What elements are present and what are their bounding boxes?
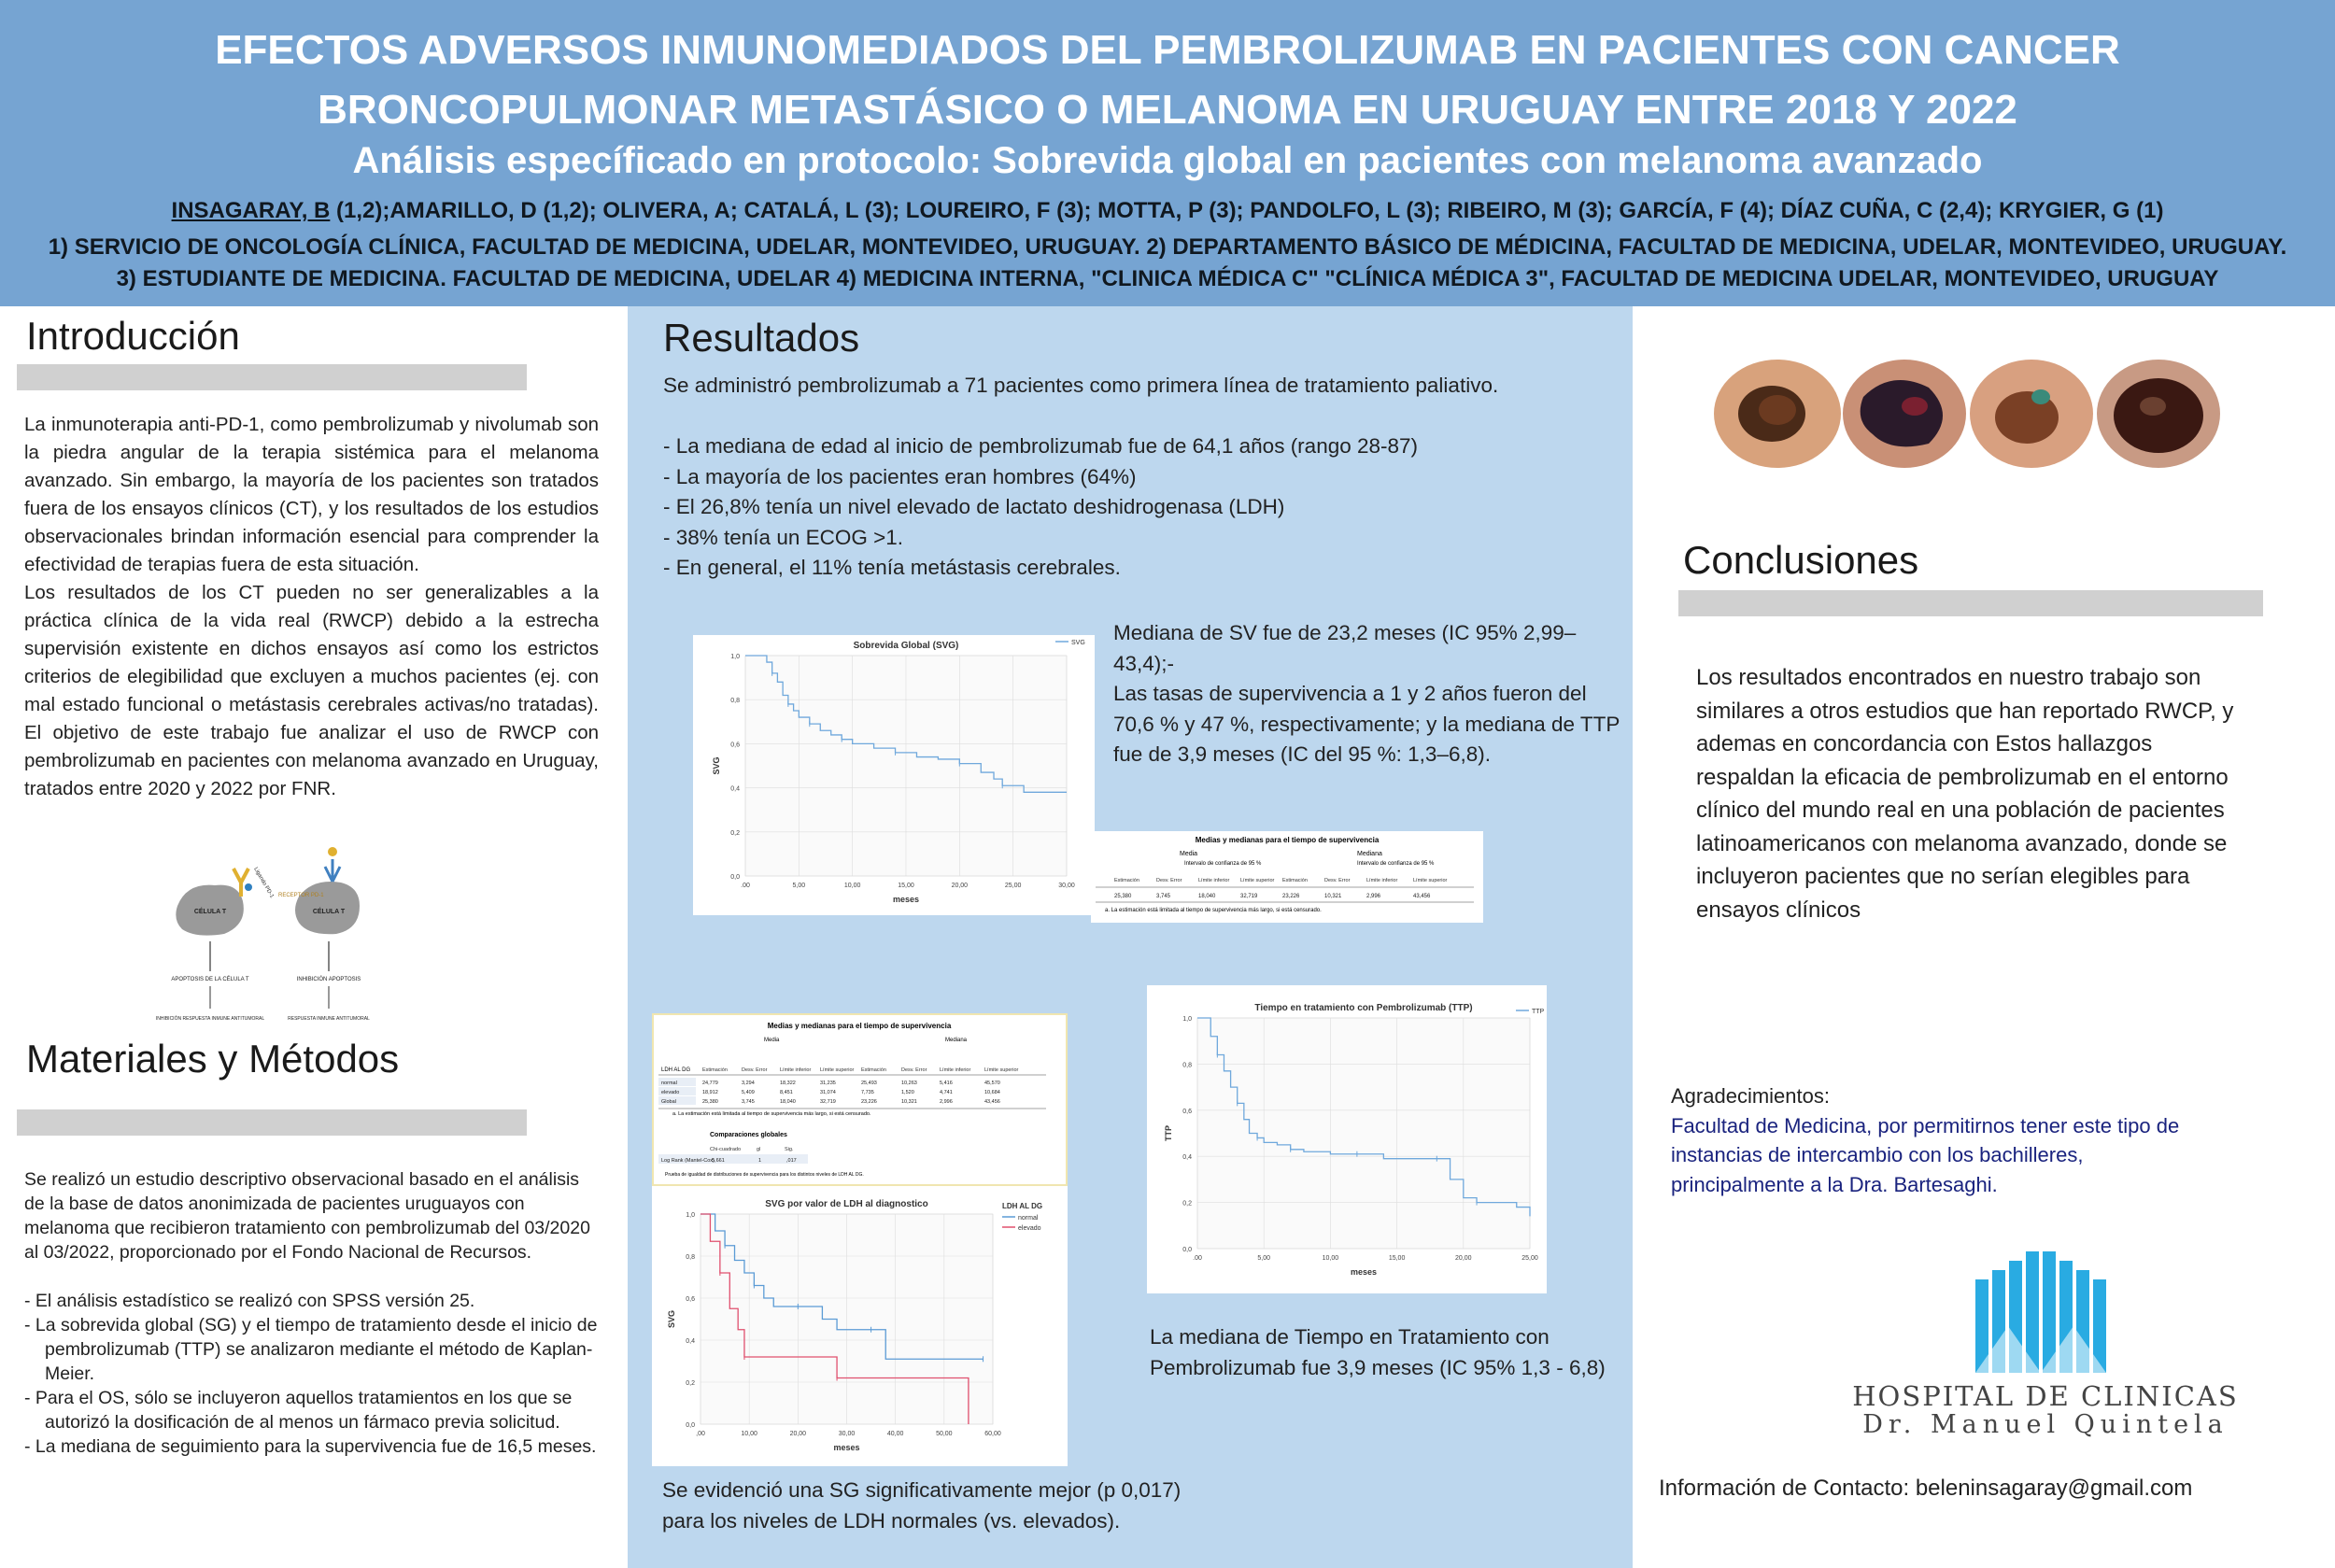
x-tick-label: 10,00	[843, 883, 861, 889]
x-axis-label: meses	[892, 895, 920, 904]
methods-item: - La mediana de seguimiento para la supervivencia fue de 16,5 meses.	[24, 1436, 597, 1457]
results-item: - En general, el 11% tenía metástasis cerebrales.	[663, 556, 1121, 579]
y-tick-label: 0,6	[730, 742, 740, 749]
ttp-figure	[1147, 985, 1547, 1293]
table2-comp-header: Sig.	[785, 1147, 794, 1152]
results-item: - 38% tenía un ECOG >1.	[663, 525, 904, 549]
table2-header-cell: Desv. Error	[742, 1067, 768, 1073]
table2-cell: 23,226	[861, 1099, 877, 1105]
pd1-mechanism-diagram	[155, 841, 411, 1027]
y-axis-label: TTP	[1164, 1125, 1173, 1141]
table1-header-cell: Estimación	[1114, 878, 1139, 883]
receptor-label: RECEPTOR PD-1	[278, 893, 324, 898]
ldh-survival-figure	[652, 1186, 1068, 1466]
methods-heading-bar	[17, 1109, 527, 1136]
table2-comp-title: Comparaciones globales	[710, 1132, 787, 1138]
x-tick-label: 10,00	[741, 1431, 757, 1437]
table2-media: Media	[764, 1038, 780, 1043]
y-axis-label: SVG	[712, 756, 721, 775]
y-tick-label: 0,2	[686, 1380, 695, 1387]
table2-cell: 10,321	[901, 1099, 917, 1105]
table2-comp-cell: 5,661	[712, 1158, 725, 1164]
table1-ci-1: Intervalo de confianza de 95 %	[1184, 861, 1262, 867]
x-axis-label: meses	[1350, 1267, 1378, 1277]
cell-label-1: CÉLULA T	[193, 909, 227, 915]
acknowledgments-text: Facultad de Medicina, por permitirnos tener este tipo de instancias de intercambio con los bachilleres, principalmente a la Dra. Bartesaghi.	[1671, 1113, 2180, 1196]
affiliations-line-2: 3) ESTUDIANTE DE MEDICINA. FACULTAD DE MEDICINA, UDELAR 4) MEDICINA INTERNA, "CLINICA MÉDICA C" "CLÍNICA MÉDICA 3", FACULTAD DE MEDICINA UDELAR, MONTEVIDEO, URUGUAY	[116, 266, 2219, 291]
table1-cell: 25,380	[1114, 894, 1132, 899]
y-tick-label: 0,0	[686, 1422, 695, 1429]
hospital-logo	[1849, 1251, 2242, 1438]
table2-cell: 10,684	[984, 1090, 1000, 1095]
table2-cell: elevado	[661, 1090, 680, 1095]
y-axis-label: SVG	[667, 1309, 676, 1329]
y-tick-label: 0,6	[1182, 1108, 1192, 1115]
conclusions-heading-bar	[1678, 590, 2263, 616]
methods-list	[24, 1289, 603, 1459]
x-tick-label: 15,00	[898, 883, 914, 889]
table2-cell: 10,263	[901, 1081, 917, 1086]
suboutcome-right: RESPUESTA INMUNE ANTITUMORAL	[288, 1016, 370, 1022]
acknowledgments-heading: Agradecimientos:	[1671, 1084, 1830, 1108]
table1-data-row	[1114, 894, 1431, 899]
y-tick-label: 0,8	[1182, 1062, 1192, 1069]
contact-info: Información de Contacto: beleninsagaray@gmail.com	[1659, 1476, 2193, 1501]
title-line-2: BRONCOPULMONAR METASTÁSICO O MELANOMA EN URUGUAY ENTRE 2018 Y 2022	[318, 87, 2017, 133]
table2-cell: 5,409	[742, 1090, 755, 1095]
results-item: - La mayoría de los pacientes eran hombres (64%)	[663, 464, 1137, 488]
table2-header-cell: Límite superior	[984, 1067, 1019, 1073]
chart-title: Tiempo en tratamiento con Pembrolizumab (TTP)	[1254, 1003, 1473, 1013]
suboutcome-left: INHIBICIÓN RESPUESTA INMUNE ANTITUMORAL	[155, 1016, 265, 1022]
melanoma-photo-2	[1843, 360, 1966, 468]
title-line-1: EFECTOS ADVERSOS INMUNOMEDIADOS DEL PEMBROLIZUMAB EN PACIENTES CON CANCER	[215, 27, 2120, 73]
table2-cell: Global	[661, 1099, 676, 1105]
table2-header-cell: Límite superior	[820, 1067, 855, 1073]
x-tick-label: 30,00	[838, 1431, 856, 1437]
y-tick-label: 0,4	[1182, 1154, 1192, 1162]
table2-comp-cell: ,017	[786, 1158, 797, 1164]
table2-col0: LDH AL DG	[661, 1067, 691, 1073]
y-tick-label: 0,4	[730, 785, 740, 793]
affiliations	[0, 232, 2335, 295]
hospital-logo-icon	[1849, 1251, 2242, 1382]
x-tick-label: 25,00	[1521, 1255, 1538, 1262]
methods-item: - La sobrevida global (SG) y el tiempo de tratamiento desde el inicio de pembrolizumab (TTP) se analizaron mediante el método de Kaplan-Meier.	[24, 1315, 598, 1384]
methods-text	[24, 1167, 603, 1459]
survival-table-figure	[1091, 831, 1483, 923]
table1-cell: 43,456	[1413, 894, 1431, 899]
y-tick-label: 0,2	[730, 829, 740, 837]
y-tick-label: 1,0	[730, 654, 740, 660]
x-tick-label: ,00	[696, 1431, 705, 1437]
table1-cell: 23,226	[1282, 894, 1300, 899]
table1-header-cell: Límite superior	[1413, 878, 1448, 883]
receptor-icon	[325, 847, 340, 882]
ligand-label: Ligando PD-1	[252, 867, 275, 899]
results-item: - La mediana de edad al inicio de pembrolizumab fue de 64,1 años (rango 28-87)	[663, 434, 1419, 458]
table2-title: Medias y medianas para el tiempo de supervivencia	[767, 1022, 952, 1030]
y-tick-label: 0,0	[1182, 1247, 1192, 1253]
logo-line-2: Dr. Manuel Quintela	[1862, 1410, 2229, 1439]
methods-item: - El análisis estadístico se realizó con SPSS versión 25.	[24, 1291, 475, 1311]
intro-heading: Introducción	[26, 314, 240, 358]
legend-label: TTP	[1532, 1009, 1545, 1015]
results-item: - El 26,8% tenía un nivel elevado de lactato deshidrogenasa (LDH)	[663, 495, 1285, 518]
table2-cell: 18,322	[780, 1081, 796, 1086]
table2-cell: 43,456	[984, 1099, 1000, 1105]
conclusions-heading: Conclusiones	[1683, 538, 1919, 582]
table2-cell: 8,451	[780, 1090, 793, 1095]
melanoma-photo-1	[1714, 360, 1841, 468]
table2-comp-header: Chi-cuadrado	[710, 1147, 742, 1152]
table1-title: Medias y medianas para el tiempo de supervivencia	[1195, 836, 1380, 844]
table2-cell: normal	[661, 1081, 677, 1086]
y-tick-label: 0,0	[730, 874, 740, 881]
table2-cell: 3,294	[742, 1081, 755, 1086]
table2-header-cell: Estimación	[702, 1067, 728, 1073]
table2-cell: 25,380	[702, 1099, 718, 1105]
table2-comparison	[658, 1147, 808, 1164]
poster-subtitle: Análisis específicado en protocolo: Sobrevida global en pacientes con melanoma avanzado	[352, 140, 1983, 181]
table2-cell: 3,745	[742, 1099, 755, 1105]
melanoma-photo-3	[1970, 360, 2093, 468]
y-tick-label: 1,0	[1182, 1016, 1192, 1023]
table2-header-cell: Límite inferior	[940, 1067, 971, 1073]
table1-header-cell: Límite superior	[1240, 878, 1275, 883]
x-tick-label: 5,00	[792, 883, 806, 889]
melanoma-photo-4	[2097, 360, 2220, 468]
x-tick-label: 30,00	[1058, 883, 1075, 889]
table1-note: a. La estimación está limitada al tiempo de supervivencia más largo, si está censurado.	[1105, 908, 1322, 913]
intro-text: La inmunoterapia anti-PD-1, como pembrolizumab y nivolumab son la piedra angular de la terapia sistémica para el melanoma avanzado. Sin embargo, la mayoría de los pacientes son tratados fuera de los ensayos clínicos (CT), y los resultados de los estudios observacionales brindan información esencial para comprender la efectividad de terapias fuera de esta situación. Los resultados de los CT pueden no ser generalizables a la práctica clínica de la vida real (RWCP) debido a la estrecha supervisión existente en dichos ensayos así como los estrictos criterios de elegibilidad que excluyen a muchos pacientes (ej. con mal estado funcional o metástasis cerebrales activas/no tratadas). El objetivo de este trabajo fue analizar el uso de RWCP con pembrolizumab en pacientes con melanoma avanzado en Uruguay, tratados entre 2020 y 2022 por FNR.	[24, 414, 599, 799]
x-tick-label: 20,00	[789, 1431, 807, 1437]
legend-label: normal	[1018, 1215, 1039, 1222]
x-tick-label: 15,00	[1388, 1255, 1406, 1262]
table2-note: a. La estimación está limitada al tiempo de supervivencia más largo, si está censurado.	[672, 1111, 871, 1117]
table1-header-cell: Límite inferior	[1366, 878, 1398, 883]
table2-cell: 5,416	[940, 1081, 953, 1086]
ldh-table-figure	[652, 1013, 1068, 1186]
ldh-survival-chart	[652, 1186, 1068, 1466]
results-list	[663, 431, 1418, 584]
table2-cell: 32,719	[820, 1099, 836, 1105]
table2-comp-cell: Log Rank (Mantel-Cox)	[661, 1158, 715, 1164]
table1-header-cell: Desv. Error	[1324, 878, 1351, 883]
table2-cell: 1,520	[901, 1090, 914, 1095]
x-tick-label: 20,00	[951, 883, 969, 889]
legend-label: elevado	[1018, 1225, 1041, 1232]
intro-heading-bar	[17, 364, 527, 390]
table2-header-cell: Límite inferior	[780, 1067, 812, 1073]
cell-label-2: CÉLULA T	[312, 909, 346, 915]
x-tick-label: 40,00	[886, 1431, 904, 1437]
y-tick-label: 0,6	[686, 1296, 695, 1303]
table2-cell: 18,912	[702, 1090, 718, 1095]
x-tick-label: 10,00	[1322, 1255, 1339, 1262]
logo-line-1: HOSPITAL DE CLINICAS	[1852, 1380, 2239, 1412]
authors	[0, 198, 2335, 224]
y-tick-label: 0,8	[730, 698, 740, 705]
x-tick-label: 25,00	[1004, 883, 1022, 889]
table2-comp-header: gl	[757, 1147, 761, 1152]
svg-survival-figure	[693, 635, 1095, 915]
x-tick-label: 50,00	[936, 1431, 953, 1437]
chart-title: SVG por valor de LDH al diagnostico	[765, 1199, 928, 1209]
affiliations-line-1: 1) SERVICIO DE ONCOLOGÍA CLÍNICA, FACULTAD DE MEDICINA, UDELAR, MONTEVIDEO, URUGUAY. 2) DEPARTAMENTO BÁSICO DE MÉDICINA, FACULTAD DE MEDICINA, UDELAR, MONTEVIDEO, URUGUAY.	[48, 234, 2287, 260]
table2-cell: 7,735	[861, 1090, 874, 1095]
table2-comp-cell: 1	[758, 1158, 762, 1164]
outcome-left: APOPTOSIS DE LA CÉLULA T	[171, 977, 249, 982]
table2-rows	[658, 1075, 1046, 1109]
table1-header-row	[1114, 878, 1448, 883]
y-tick-label: 0,4	[686, 1338, 695, 1345]
x-axis-label: meses	[833, 1443, 860, 1452]
table1-media: Media	[1180, 851, 1198, 857]
main-author: INSAGARAY, B	[171, 198, 331, 223]
melanoma-photos	[1714, 332, 2237, 481]
table2-cell: 4,741	[940, 1090, 953, 1095]
table2-cell: 31,235	[820, 1081, 836, 1086]
table1-cell: 3,745	[1156, 894, 1171, 899]
survival-table	[1091, 831, 1483, 923]
table1-header-cell: Límite inferior	[1198, 878, 1230, 883]
authors-rest: (1,2);AMARILLO, D (1,2); OLIVERA, A; CATALÁ, L (3); LOUREIRO, F (3); MOTTA, P (3); PANDOLFO, L (3); RIBEIRO, M (3); GARCÍA, F (4); DÍAZ CUÑA, C (2,4); KRYGIER, G (1)	[330, 198, 2164, 223]
chart-title: Sobrevida Global (SVG)	[853, 641, 959, 651]
table2-cell: 18,040	[780, 1099, 796, 1105]
table2-header-cell: Desv. Error	[901, 1067, 927, 1073]
legend-label: SVG	[1071, 640, 1085, 646]
table2-header-cell: Estimación	[861, 1067, 886, 1073]
x-tick-label: .00	[1193, 1255, 1202, 1262]
ttp-median-text: La mediana de Tiempo en Tratamiento con Pembrolizumab fue 3,9 meses (IC 95% 1,3 - 6,8)	[1150, 1325, 1606, 1379]
table1-cell: 2,996	[1366, 894, 1381, 899]
x-tick-label: .00	[741, 883, 750, 889]
table1-mediana: Mediana	[1357, 851, 1382, 857]
svg-survival-chart	[693, 635, 1095, 915]
table1-cell: 10,321	[1324, 894, 1342, 899]
results-heading: Resultados	[663, 316, 860, 360]
y-tick-label: 1,0	[686, 1212, 695, 1219]
acknowledgments	[1671, 1081, 2194, 1199]
y-tick-label: 0,8	[686, 1254, 695, 1261]
ttp-chart	[1147, 985, 1547, 1293]
methods-paragraph: Se realizó un estudio descriptivo observacional basado en el análisis de la base de datos anonimizada de pacientes uruguayos con melanoma que recibieron tratamiento con pembrolizumab del 03/2020 al 03/2022, proporcionado por el Fondo Nacional de Recursos.	[24, 1169, 590, 1263]
x-tick-label: 5,00	[1257, 1255, 1271, 1262]
ldh-table	[654, 1015, 1066, 1184]
table1-cell: 32,719	[1240, 894, 1258, 899]
table1-cell: 18,040	[1198, 894, 1216, 899]
poster-title	[0, 21, 2335, 140]
table1-header-cell: Estimación	[1282, 878, 1308, 883]
x-tick-label: 60,00	[984, 1431, 1001, 1437]
poster-header	[0, 0, 2335, 306]
ldh-result-text: Se evidenció una SG significativamente mejor (p 0,017) para los niveles de LDH normales (vs. elevados).	[662, 1478, 1182, 1533]
outcome-right: INHIBICIÓN APOPTOSIS	[296, 977, 361, 982]
table1-ci-2: Intervalo de confianza de 95 %	[1357, 861, 1435, 867]
x-tick-label: 20,00	[1455, 1255, 1472, 1262]
results-intro: Se administró pembrolizumab a 71 pacientes como primera línea de tratamiento paliativo.	[663, 374, 1499, 397]
table2-cell: 24,779	[702, 1081, 718, 1086]
legend-title: LDH AL DG	[1002, 1202, 1043, 1210]
methods-heading: Materiales y Métodos	[26, 1037, 400, 1081]
y-tick-label: 0,2	[1182, 1200, 1192, 1208]
conclusions-text: Los resultados encontrados en nuestro trabajo son similares a otros estudios que han reportado RWCP, y ademas en concordancia con Estos hallazgos respaldan la eficacia de pembrolizumab en el entorno clínico del mundo real en una población de pacientes latinoamericanos con melanoma avanzado, donde se incluyeron pacientes que no serían elegibles para ensayos clínicos	[1696, 665, 2234, 923]
table1-header-cell: Desv. Error	[1156, 878, 1182, 883]
table2-cell: 2,996	[940, 1099, 953, 1105]
table2-cell: 31,074	[820, 1090, 836, 1095]
table2-comp-note: Prueba de igualdad de distribuciones de supervivencia para los distintos niveles de LDH AL DG.	[665, 1172, 864, 1178]
table2-cell: 25,493	[861, 1081, 877, 1086]
table2-header-row	[702, 1067, 1019, 1073]
plot-area	[1197, 1018, 1530, 1249]
svg-median-text: Mediana de SV fue de 23,2 meses (IC 95% 2,99–43,4);- Las tasas de supervivencia a 1 y 2 años fueron del 70,6 % y 47 %, respectivamente; y la mediana de TTP fue de 3,9 meses (IC del 95 %: 1,3–6,8).	[1113, 621, 1620, 766]
methods-item: - Para el OS, sólo se incluyeron aquellos tratamientos en los que se autorizó la dosificación de al menos un fármaco previa solicitud.	[24, 1388, 573, 1433]
table2-cell: 45,570	[984, 1081, 1000, 1086]
table2-mediana: Mediana	[945, 1038, 968, 1043]
